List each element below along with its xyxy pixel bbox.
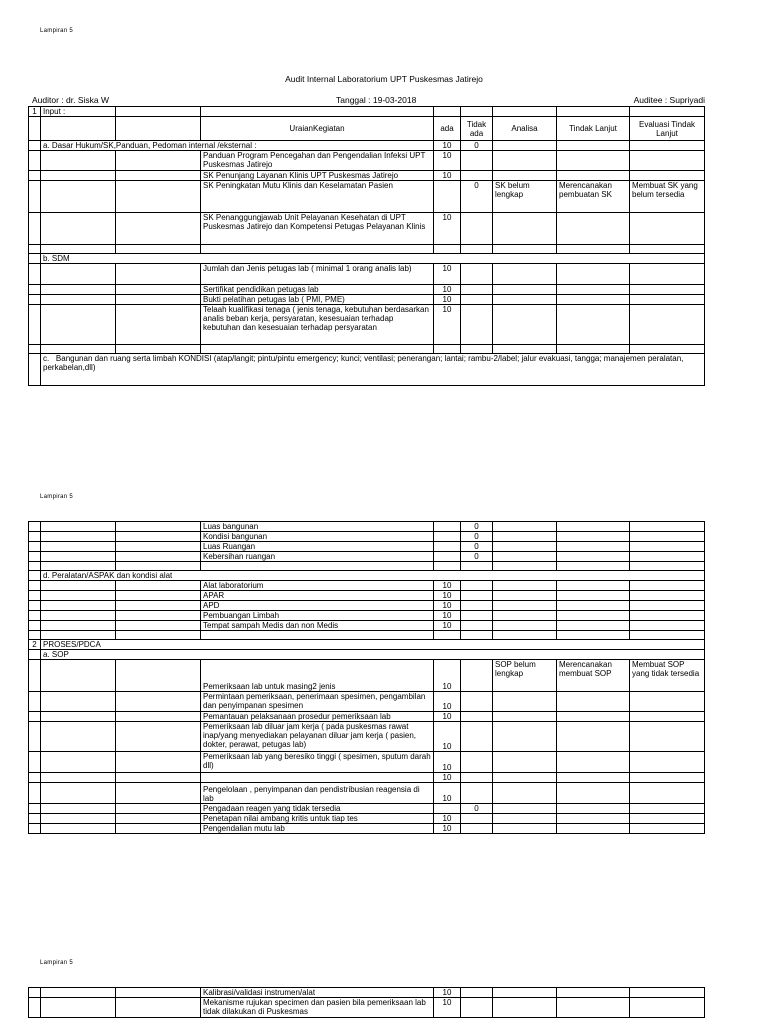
item-text: Kondisi bangunan — [201, 532, 434, 542]
section-d-label: d. Peralatan/ASPAK dan kondisi alat — [41, 571, 705, 581]
table-row — [29, 998, 705, 1018]
item-tidak: 0 — [461, 542, 493, 552]
audit-table-page2 — [28, 521, 705, 834]
item-text: SK Penanggungjawab Unit Pelayanan Kesehatan di UPT Puskesmas Jatirejo dan Kompetensi Petugas Pelayanan Klinis — [201, 213, 434, 245]
table-row — [29, 591, 705, 601]
item-text: Jumlah dan Jenis petugas lab ( minimal 1 orang analis lab) — [201, 264, 434, 285]
item-text: Permintaan pemeriksaan, penerimaan spesimen, pengambilan dan penyimpanan spesimen — [201, 692, 434, 712]
table-row — [29, 722, 705, 752]
table-row — [29, 581, 705, 591]
header-tindak-lanjut: Tindak Lanjut — [557, 117, 630, 141]
item-text: SK Penunjang Layanan Klinis UPT Puskesmas Jatirejo — [201, 171, 434, 181]
section-c-row — [29, 354, 705, 386]
table-row — [29, 305, 705, 345]
table-row — [29, 181, 705, 213]
item-ada: 10 — [434, 591, 461, 601]
section-a-row — [29, 141, 705, 151]
header-tidak-ada: Tidak ada — [461, 117, 493, 141]
item-ada: 10 — [434, 305, 461, 345]
table-row — [29, 601, 705, 611]
item-text: Pengelolaan , penyimpanan dan pendistribusian reagensia di lab — [201, 783, 434, 804]
item-ada: 10 — [434, 998, 461, 1018]
table-row — [29, 213, 705, 245]
page-label: Lampiran 5 — [40, 28, 74, 34]
section-d-row — [29, 571, 705, 581]
auditor-text: Auditor : dr. Siska W — [32, 95, 109, 105]
item-text: Bukti pelatihan petugas lab ( PMI, PME) — [201, 295, 434, 305]
table-row — [29, 752, 705, 773]
section-b-row — [29, 254, 705, 264]
table-row — [29, 171, 705, 181]
table-row — [29, 345, 705, 354]
table-row — [29, 712, 705, 722]
item-ada: 10 — [434, 722, 461, 752]
item-tidak: 0 — [461, 552, 493, 562]
item-text: Luas bangunan — [201, 522, 434, 532]
table-row — [29, 285, 705, 295]
table-row — [29, 522, 705, 532]
item-ada: 10 — [434, 264, 461, 285]
header-row — [29, 117, 705, 141]
item-text: APD — [201, 601, 434, 611]
item-text: Kebersihan ruangan — [201, 552, 434, 562]
item-text: SK Peningkatan Mutu Klinis dan Keselamatan Pasien — [201, 181, 434, 213]
tanggal-text: Tanggal : 19-03-2018 — [336, 95, 417, 105]
header-uraian: UraianKegiatan — [201, 117, 434, 141]
section-c-text: Bangunan dan ruang serta limbah KONDISI (atap/langit; pintu/pintu emergency; kunci; ventilasi; penerangan; lantai; rambu-2/label; jalur evakuasi, tangga; manajemen peralatan, perkabelan,dll) — [43, 354, 684, 372]
audit-table-page3 — [28, 987, 705, 1018]
table-row — [29, 631, 705, 640]
item-analisa: SK belum lengkap — [493, 181, 557, 213]
input-label: Input : — [41, 107, 116, 117]
table-row — [29, 295, 705, 305]
table-row — [29, 542, 705, 552]
item-ada: 10 — [434, 824, 461, 834]
item-evaluasi: Membuat SK yang belum tersedia — [630, 181, 705, 213]
item-text: Mekanisme rujukan specimen dan pasien bila pemeriksaan lab tidak dilakukan di Puskesmas — [201, 998, 434, 1018]
item-ada: 10 — [434, 601, 461, 611]
item-text: Penetapan nilai ambang kritis untuk tiap tes — [201, 814, 434, 824]
table-row — [29, 552, 705, 562]
table-row — [29, 264, 705, 285]
item-tidak: 0 — [461, 804, 493, 814]
item-tindak: Merencanakan pembuatan SK — [557, 181, 630, 213]
table-row — [29, 562, 705, 571]
audit-table-page1 — [28, 106, 705, 386]
item-text — [201, 773, 434, 783]
table-row — [29, 611, 705, 621]
item-text: Telaah kualifikasi tenaga ( jenis tenaga, kebutuhan berdasarkan analis beban kerja, persyaratan, kesesuaian terhadap kebutuhan dan kesesuaian terhadap persyaratan — [201, 305, 434, 345]
item-text: Pemeriksaan lab untuk masing2 jenis — [201, 660, 434, 692]
item-evaluasi: Membuat SOP yang tidak tersedia — [630, 660, 705, 692]
table-row — [29, 783, 705, 804]
item-ada: 10 — [434, 151, 461, 171]
table-row — [29, 692, 705, 712]
table-row — [29, 151, 705, 171]
item-tidak: 0 — [461, 181, 493, 213]
item-text: Pemeriksaan lab yang beresiko tinggi ( spesimen, sputum darah dll) — [201, 752, 434, 773]
section-b-label: b. SDM — [41, 254, 705, 264]
item-analisa: SOP belum lengkap — [493, 660, 557, 692]
proses-label: PROSES/PDCA — [41, 640, 705, 650]
item-ada: 10 — [434, 783, 461, 804]
table-row — [29, 814, 705, 824]
item-text: Pemantauan pelaksanaan prosedur pemeriksaan lab — [201, 712, 434, 722]
item-text: Luas Ruangan — [201, 542, 434, 552]
table-row — [29, 660, 705, 692]
table-row — [29, 988, 705, 998]
header-ada: ada — [434, 117, 461, 141]
section-c-cell — [41, 354, 705, 386]
section-a-tidak: 0 — [461, 141, 493, 151]
item-ada: 10 — [434, 660, 461, 692]
item-ada: 10 — [434, 692, 461, 712]
item-ada: 10 — [434, 611, 461, 621]
page-label: Lampiran 5 — [40, 494, 74, 500]
item-text: Pemeriksaan lab diluar jam kerja ( pada puskesmas rawat inap/yang menyediakan pelayanan diluar jam kerja ( pasien, dokter, perawat, petugas lab) — [201, 722, 434, 752]
document-title: Audit Internal Laboratorium UPT Puskesmas Jatirejo — [285, 74, 483, 84]
item-text: APAR — [201, 591, 434, 601]
item-ada: 10 — [434, 621, 461, 631]
item-ada: 10 — [434, 285, 461, 295]
section-c-label: c. — [43, 354, 50, 363]
item-ada: 10 — [434, 581, 461, 591]
item-text: Pengadaan reagen yang tidak tersedia — [201, 804, 434, 814]
item-ada: 10 — [434, 213, 461, 245]
item-ada: 10 — [434, 712, 461, 722]
item-text: Pengendalian mutu lab — [201, 824, 434, 834]
item-text: Sertifikat pendidikan petugas lab — [201, 285, 434, 295]
auditee-text: Auditee : Supriyadi — [633, 95, 705, 105]
proses-row — [29, 640, 705, 650]
item-text: Alat laboratorium — [201, 581, 434, 591]
input-number: 1 — [29, 107, 41, 117]
item-text: Kalibrasi/validasi instrumen/alat — [201, 988, 434, 998]
sop-label: a. SOP — [41, 650, 705, 660]
item-tidak: 0 — [461, 532, 493, 542]
item-ada: 10 — [434, 752, 461, 773]
section-a-label: a. Dasar Hukum/SK,Panduan, Pedoman internal /eksternal : — [41, 141, 434, 151]
table-row — [29, 824, 705, 834]
table-row — [29, 773, 705, 783]
table-row — [29, 621, 705, 631]
sop-row — [29, 650, 705, 660]
item-ada: 10 — [434, 773, 461, 783]
item-ada: 10 — [434, 295, 461, 305]
table-row — [29, 532, 705, 542]
item-tidak: 0 — [461, 522, 493, 532]
header-evaluasi: Evaluasi Tindak Lanjut — [630, 117, 705, 141]
item-text: Pembuangan Limbah — [201, 611, 434, 621]
section-a-ada: 10 — [434, 141, 461, 151]
proses-number: 2 — [29, 640, 41, 650]
item-text: Tempat sampah Medis dan non Medis — [201, 621, 434, 631]
table-row — [29, 245, 705, 254]
item-ada: 10 — [434, 171, 461, 181]
audit-meta — [30, 95, 705, 105]
header-analisa: Analisa — [493, 117, 557, 141]
item-tindak: Merencanakan membuat SOP — [557, 660, 630, 692]
item-ada: 10 — [434, 814, 461, 824]
table-row — [29, 804, 705, 814]
item-text: Panduan Program Pencegahan dan Pengendalian Infeksi UPT Puskesmas Jatirejo — [201, 151, 434, 171]
item-ada: 10 — [434, 988, 461, 998]
page-label: Lampiran 5 — [40, 960, 74, 966]
input-row — [29, 107, 705, 117]
